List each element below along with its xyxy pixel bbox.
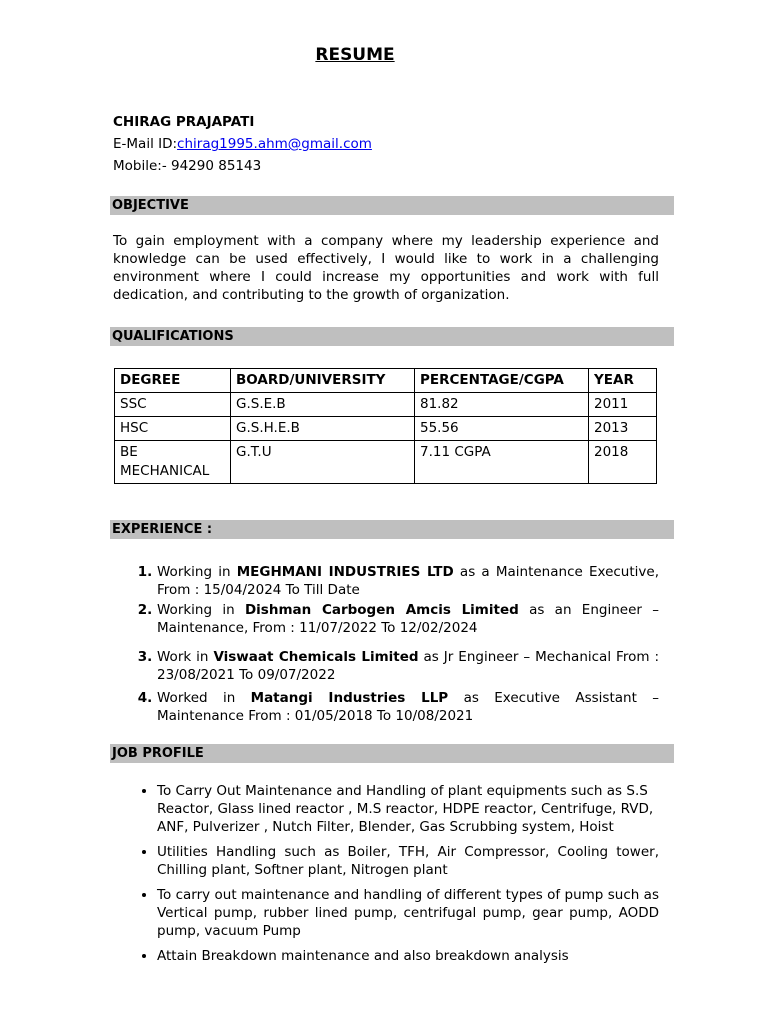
objective-heading: OBJECTIVE <box>110 196 674 215</box>
table-cell: BE MECHANICAL <box>115 441 231 484</box>
job-profile-list <box>113 782 659 972</box>
company-name: Matangi Industries LLP <box>250 690 449 706</box>
list-item: • To carry out maintenance and handling of different types of pump such as Vertical pump, rubber lined pump, centrifugal pump, gear pump, AODD pump, vacuum Pump <box>157 886 659 940</box>
candidate-name: CHIRAG PRAJAPATI <box>113 114 255 130</box>
list-item: • Utilities Handling such as Boiler, TFH, Air Compressor, Cooling tower, Chilling plant, Softner plant, Nitrogen plant <box>157 843 659 879</box>
list-item: • To Carry Out Maintenance and Handling of plant equipments such as S.S Reactor, Glass lined reactor , M.S reactor, HDPE reactor, Centrifuge, RVD, ANF, Pulverizer , Nutch Filter, Blender, Gas Scrubbing system, Hoist <box>157 782 659 836</box>
experience-item: 3. Work in Viswaat Chemicals Limited as Jr Engineer – Mechanical From : 23/08/2021 To 09/07/2022 <box>157 648 659 684</box>
experience-item: 4. Worked in Matangi Industries LLP as Executive Assistant – Maintenance From : 01/05/2018 To 10/08/2021 <box>157 689 659 725</box>
table-cell: G.S.H.E.B <box>231 417 415 441</box>
table-cell: SSC <box>115 393 231 417</box>
column-header: YEAR <box>589 369 657 393</box>
table-cell: G.T.U <box>231 441 415 484</box>
company-name: Viswaat Chemicals Limited <box>213 649 419 665</box>
contact-block <box>113 111 372 177</box>
experience-item: 2. Working in Dishman Carbogen Amcis Limited as an Engineer – Maintenance, From : 11/07/2022 To 12/02/2024 <box>157 601 659 637</box>
job-profile-heading: JOB PROFILE <box>110 744 674 763</box>
objective-text: To gain employment with a company where my leadership experience and knowledge can be used effectively, I would like to work in a challenging environment where I could increase my opportunities and work with full dedication, and contributing to the growth of organization. <box>113 233 659 303</box>
company-name: MEGHMANI INDUSTRIES LTD <box>236 564 454 580</box>
table-row <box>115 417 657 441</box>
qualifications-heading: QUALIFICATIONS <box>110 327 674 346</box>
column-header: PERCENTAGE/CGPA <box>415 369 589 393</box>
experience-list <box>113 563 659 725</box>
table-cell: 7.11 CGPA <box>415 441 589 484</box>
table-cell: 55.56 <box>415 417 589 441</box>
experience-item: 1. Working in MEGHMANI INDUSTRIES LTD as a Maintenance Executive, From : 15/04/2024 To Till Date <box>157 563 659 599</box>
table-row <box>115 441 657 484</box>
experience-heading: EXPERIENCE : <box>110 520 674 539</box>
table-cell: 2011 <box>589 393 657 417</box>
table-header-row <box>115 369 657 393</box>
table-row <box>115 393 657 417</box>
table-cell: HSC <box>115 417 231 441</box>
qualifications-table <box>114 368 657 484</box>
mobile-line: Mobile:- 94290 85143 <box>113 158 262 174</box>
resume-title: RESUME <box>315 45 395 65</box>
table-cell: 2018 <box>589 441 657 484</box>
table-cell: G.S.E.B <box>231 393 415 417</box>
email-label: E-Mail ID: <box>113 136 178 152</box>
table-cell: 2013 <box>589 417 657 441</box>
email-link[interactable]: chirag1995.ahm@gmail.com <box>177 136 372 152</box>
table-cell: 81.82 <box>415 393 589 417</box>
list-item: • Attain Breakdown maintenance and also breakdown analysis <box>157 947 659 965</box>
email-line <box>113 133 372 155</box>
company-name: Dishman Carbogen Amcis Limited <box>244 602 519 618</box>
column-header: DEGREE <box>115 369 231 393</box>
column-header: BOARD/UNIVERSITY <box>231 369 415 393</box>
